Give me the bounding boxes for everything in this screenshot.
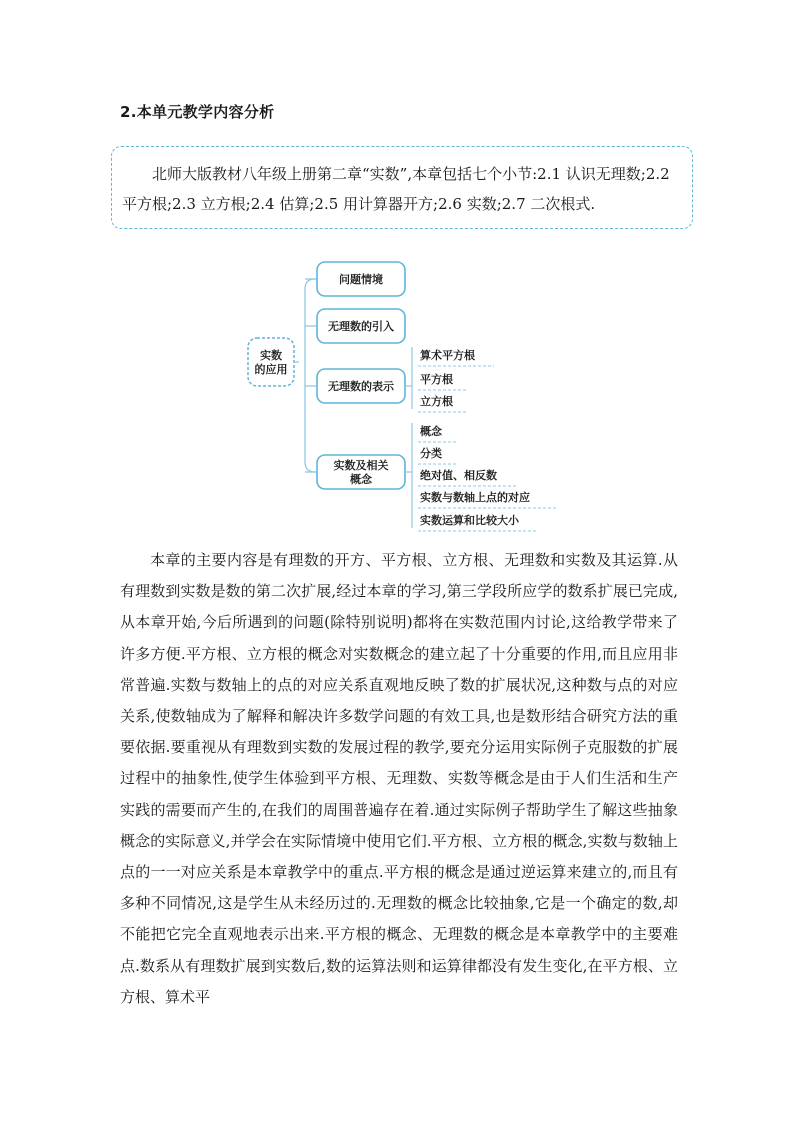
root-node [248, 338, 294, 386]
branch-node-label: 概念 [350, 473, 372, 486]
branch-spine [305, 279, 315, 472]
leaf-label: 实数运算和比较大小 [420, 514, 519, 527]
leaf-label: 分类 [420, 447, 442, 460]
leaf-label: 算术平方根 [420, 349, 475, 362]
branch-node-label: 实数及相关 [333, 459, 389, 472]
root-node-label: 的应用 [254, 363, 288, 376]
section-heading: 2.本单元教学内容分析 [120, 103, 275, 121]
branch-node-label: 无理数的表示 [328, 380, 394, 393]
leaf-label: 实数与数轴上点的对应 [420, 491, 530, 504]
body-paragraph: 本章的主要内容是有理数的开方、平方根、立方根、无理数和实数及其运算.从有理数到实数是数的第二次扩展,经过本章的学习,第三学段所应学的数系扩展已完成,从本章开始,今后所遇到的问题(除特别说明)都将在实数范围内讨论,这给教学带来了许多方便.平方根、立方根的概念对实数概念的建立起了十分重要的作用,而且应用非常普遍.实数与数轴上的点的对应关系直观地反映了数的扩展状况,这种数与点的对应关系,使数轴成为了解释和解决许多数学问题的有效工具,也是数形结合研究方法的重要依据.要重视从有理数到实数的发展过程的教学,要充分运用实际例子克服数的扩展过程中的抽象性,使学生体验到平方根、无理数、实数等概念是由于人们生活和生产实践的需要而产生的,在我们的周围普遍存在着.通过实际例子帮助学生了解这些抽象概念的实际意义,并学会在实际情境中使用它们.平方根、立方根的概念,实数与数轴上点的一一对应关系是本章教学中的重点.平方根的概念是通过逆运算来建立的,而且有多种不同情况,这是学生从未经历过的.无理数的概念比较抽象,它是一个确定的数,却不能把它完全直观地表示出来.平方根的概念、无理数的概念是本章教学中的主要难点.数系从有理数扩展到实数后,数的运算法则和运算律都没有发生变化,在平方根、立方根、算术平 [120, 551, 678, 1006]
leaf-label: 平方根 [420, 373, 453, 386]
leaf-label: 立方根 [420, 395, 453, 408]
leaf-label: 绝对值、相反数 [420, 469, 497, 482]
branch-node-label: 无理数的引入 [328, 320, 394, 333]
root-node-label: 实数 [260, 349, 282, 362]
summary-text: 北师大版教材八年级上册第二章“实数”,本章包括七个小节:2.1 认识无理数;2.2 平方根;2.3 立方根;2.4 估算;2.5 用计算器开方;2.6 实数;2.7 二次根式. [122, 165, 670, 213]
branch-node-label: 问题情境 [339, 273, 383, 286]
leaf-label: 概念 [420, 425, 442, 438]
